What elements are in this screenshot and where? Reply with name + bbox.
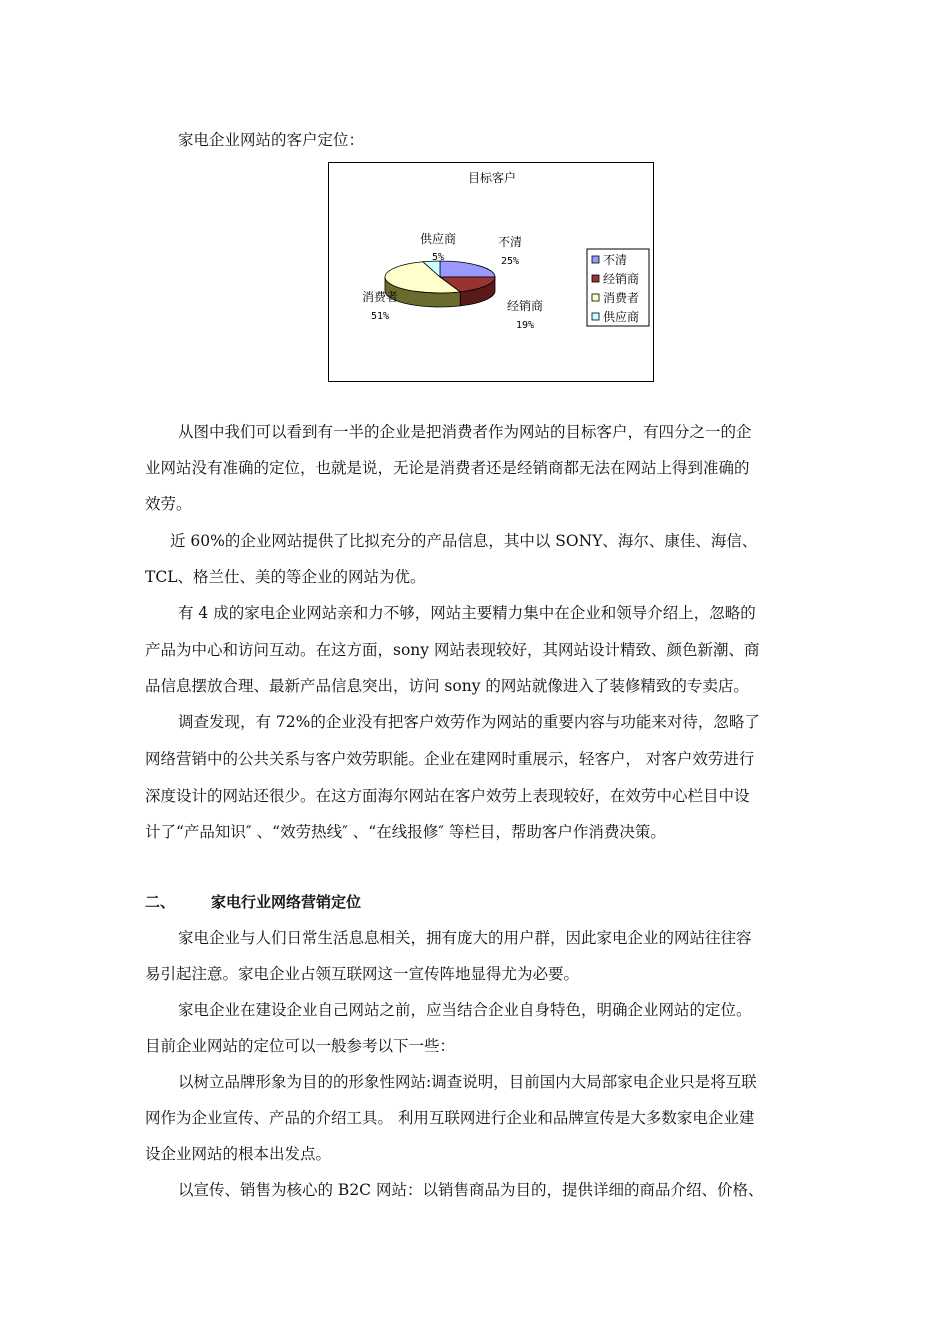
slice-label: 消费者 xyxy=(361,290,399,304)
text-line: 网络营销中的公共关系与客户效劳职能。企业在建网时重展示，轻客户， 对客户效劳进行 xyxy=(145,750,755,768)
text-line: 计了“产品知识″ 、“效劳热线″ 、“在线报修″ 等栏目，帮助客户作消费决策。 xyxy=(145,823,666,841)
text-line: 网作为企业宣传、产品的介绍工具。 利用互联网进行企业和品牌宣传是大多数家电企业建 xyxy=(145,1109,755,1127)
text-line: 以宣传、销售为核心的 B2C 网站：以销售商品为目的，提供详细的商品介绍、价格、 xyxy=(178,1181,764,1199)
text-line: 家电企业网站的客户定位： xyxy=(178,131,365,149)
pie-chart xyxy=(328,162,654,382)
legend-swatch xyxy=(592,313,599,320)
legend-swatch xyxy=(592,256,599,263)
slice-label: 经销商 xyxy=(506,299,544,313)
section-number: 二、 xyxy=(145,893,176,911)
text-line: 以树立品牌形象为目的的形象性网站:调查说明，目前国内大局部家电企业只是将互联 xyxy=(178,1073,757,1091)
legend-swatch xyxy=(592,275,599,282)
text-line: 从图中我们可以看到有一半的企业是把消费者作为网站的目标客户，有四分之一的企 xyxy=(178,423,752,441)
text-line: 调查发现，有 72%的企业没有把客户效劳作为网站的重要内容与功能来对待，忽略了 xyxy=(178,713,760,731)
slice-label: 供应商 xyxy=(419,232,457,246)
text-line: 家电企业与人们日常生活息息相关，拥有庞大的用户群，因此家电企业的网站往往容 xyxy=(178,929,752,947)
slice-value-label: 25% xyxy=(500,256,520,267)
slice-value-label: 5% xyxy=(431,252,445,263)
pie-slice xyxy=(440,261,495,277)
text-line: 效劳。 xyxy=(145,495,192,513)
text-line: 产品为中心和访问互动。在这方面，sony 网站表现较好，其网站设计精致、颜色新潮、商 xyxy=(145,641,760,659)
legend-item: 消费者 xyxy=(603,291,640,305)
legend-item: 不清 xyxy=(603,253,628,267)
text-line: 家电企业在建设企业自己网站之前，应当结合企业自身特色，明确企业网站的定位。 xyxy=(178,1001,752,1019)
legend-swatch xyxy=(592,294,599,301)
text-line: 深度设计的网站还很少。在这方面海尔网站在客户效劳上表现较好，在效劳中心栏目中设 xyxy=(145,787,750,805)
chart-title: 目标客户 xyxy=(467,171,517,185)
pie-chart-svg xyxy=(329,163,655,383)
slice-value-label: 19% xyxy=(515,320,535,331)
text-line: 设企业网站的根本出发点。 xyxy=(145,1145,332,1163)
slice-value-label: 51% xyxy=(370,311,390,322)
text-line: 有 4 成的家电企业网站亲和力不够，网站主要精力集中在企业和领导介绍上，忽略的 xyxy=(178,604,756,622)
legend-item: 供应商 xyxy=(603,310,640,324)
slice-label: 不清 xyxy=(497,235,523,249)
text-line: 业网站没有准确的定位，也就是说，无论是消费者还是经销商都无法在网站上得到准确的 xyxy=(145,459,750,477)
text-line: 近 60%的企业网站提供了比拟充分的产品信息，其中以 SONY、海尔、康佳、海信、 xyxy=(170,532,758,550)
text-line: 品信息摆放合理、最新产品信息突出，访问 sony 的网站就像进入了装修精致的专卖店。 xyxy=(145,677,749,695)
text-line: 目前企业网站的定位可以一般参考以下一些： xyxy=(145,1037,456,1055)
text-line: TCL、格兰仕、美的等企业的网站为优。 xyxy=(145,568,426,586)
text-line: 易引起注意。家电企业占领互联网这一宣传阵地显得尤为必要。 xyxy=(145,965,580,983)
legend-item: 经销商 xyxy=(603,272,640,286)
section-title: 家电行业网络营销定位 xyxy=(211,893,362,911)
chart-legend xyxy=(587,249,649,326)
